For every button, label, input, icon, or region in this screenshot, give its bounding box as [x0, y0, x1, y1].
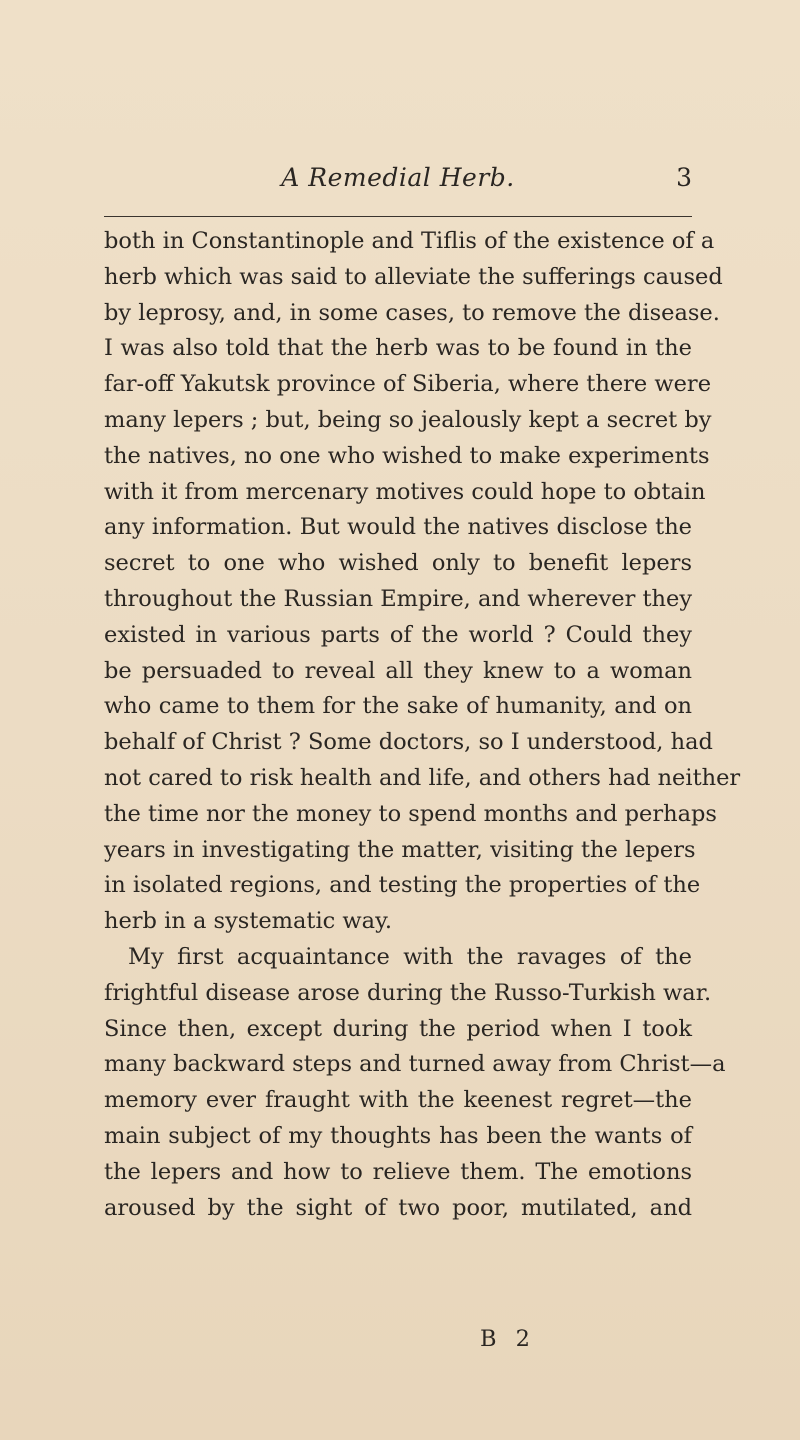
text-line: secret to one who wished only to benefit lepers	[104, 550, 692, 577]
text-line: I was also told that the herb was to be found in the	[104, 335, 692, 362]
text-line: main subject of my thoughts has been the wants of	[104, 1122, 692, 1149]
running-head	[104, 163, 692, 203]
header-rule	[104, 216, 692, 217]
text-line: not cared to risk health and life, and others had neither	[104, 764, 741, 791]
text-line: aroused by the sight of two poor, mutilated, and	[104, 1194, 692, 1221]
running-title: A Remedial Herb.	[281, 163, 515, 192]
page-number: 3	[676, 163, 692, 192]
text-line: My first acquaintance with the ravages of the	[128, 943, 692, 970]
text-line: herb in a systematic way.	[104, 908, 392, 935]
text-line: any information. But would the natives disclose the	[104, 514, 692, 541]
text-line: by leprosy, and, in some cases, to remove the disease.	[104, 299, 720, 326]
text-line: in isolated regions, and testing the properties of the	[104, 872, 701, 899]
text-line: the lepers and how to relieve them. The emotions	[104, 1158, 692, 1185]
text-line: many backward steps and turned away from Christ—a	[104, 1051, 726, 1078]
text-line: both in Constantinople and Tiflis of the existence of a	[104, 228, 715, 254]
text-line: Since then, except during the period when I took	[104, 1015, 692, 1042]
text-line: far-off Yakutsk province of Siberia, where there were	[104, 371, 712, 398]
text-line: the natives, no one who wished to make experiments	[104, 442, 710, 469]
body-text	[104, 224, 741, 1226]
text-line: the time nor the money to spend months and perhaps	[104, 800, 717, 827]
signature-mark: B 2	[480, 1326, 537, 1352]
text-line: frightful disease arose during the Russo-Turkish war.	[104, 979, 712, 1006]
text-line: who came to them for the sake of humanity, and on	[104, 693, 692, 720]
text-line: behalf of Christ ? Some doctors, so I understood, had	[104, 729, 713, 756]
text-line: existed in various parts of the world ? Could they	[104, 621, 692, 648]
text-line: herb which was said to alleviate the sufferings caused	[104, 263, 723, 290]
text-line: be persuaded to reveal all they knew to a woman	[104, 657, 692, 684]
text-line: throughout the Russian Empire, and wherever they	[104, 585, 693, 612]
text-line: years in investigating the matter, visiting the lepers	[104, 836, 696, 863]
paragraph	[104, 940, 726, 1226]
paragraph	[104, 224, 741, 940]
text-line: with it from mercenary motives could hope to obtain	[104, 478, 706, 505]
text-line: many lepers ; but, being so jealously kept a secret by	[104, 406, 712, 433]
text-line: memory ever fraught with the keenest regret—the	[104, 1087, 692, 1114]
